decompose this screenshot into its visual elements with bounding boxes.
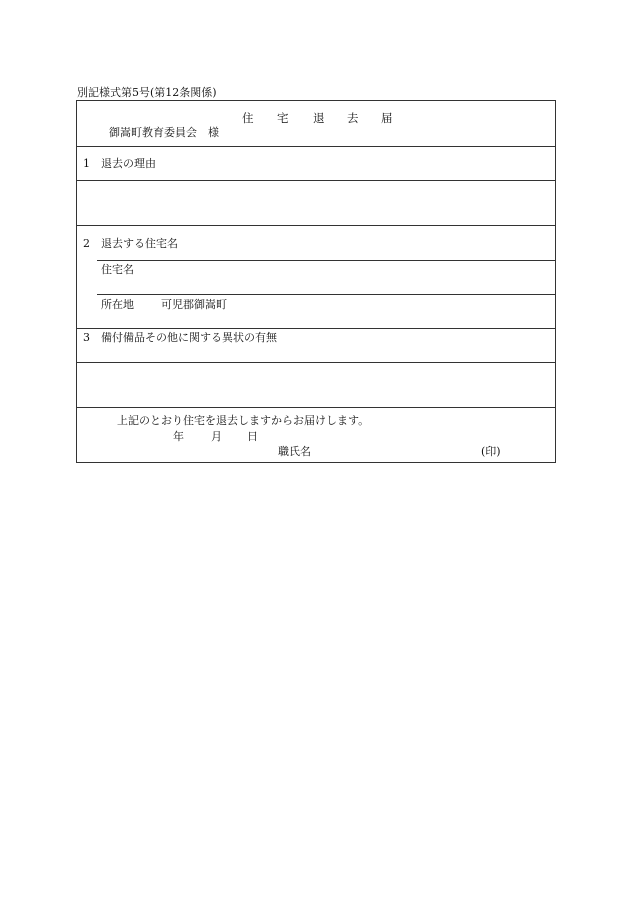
damage-field[interactable] [77, 363, 555, 408]
section-reason-heading [77, 147, 555, 181]
declaration-block [77, 408, 555, 463]
title-char-3: 退 [313, 111, 325, 125]
section-damage-heading [77, 329, 555, 363]
housing-location-field[interactable] [77, 295, 555, 329]
seal-mark: (印) [481, 445, 501, 458]
location-value: 可児郡御嵩町 [161, 298, 227, 311]
title-char-2: 宅 [277, 111, 289, 125]
section-number: 3 [83, 331, 90, 344]
addressee: 御嵩町教育委員会 様 [109, 126, 219, 139]
section-label: 退去する住宅名 [101, 237, 178, 250]
reason-field[interactable] [77, 181, 555, 226]
section-housing-heading [83, 226, 555, 261]
housing-name-field[interactable] [97, 261, 555, 295]
date-year: 年 [173, 430, 184, 443]
section-label: 備付備品その他に関する異状の有無 [101, 331, 277, 344]
housing-name-label: 住宅名 [101, 263, 134, 276]
section-label: 退去の理由 [101, 157, 156, 170]
form-header [77, 101, 555, 147]
section-number: 1 [83, 157, 90, 170]
form-number: 別記様式第5号(第12条関係) [77, 86, 217, 99]
title-char-4: 去 [347, 111, 359, 125]
date-day: 日 [247, 430, 258, 443]
location-label: 所在地 [101, 298, 134, 311]
date-month: 月 [211, 430, 222, 443]
title-char-5: 届 [381, 111, 393, 125]
declaration-text: 上記のとおり住宅を退去しますからお届けします。 [117, 414, 370, 427]
signature-label: 職氏名 [278, 445, 311, 458]
title-char-1: 住 [242, 111, 254, 125]
housing-vacate-notice-form [76, 100, 556, 463]
section-number: 2 [83, 237, 90, 250]
